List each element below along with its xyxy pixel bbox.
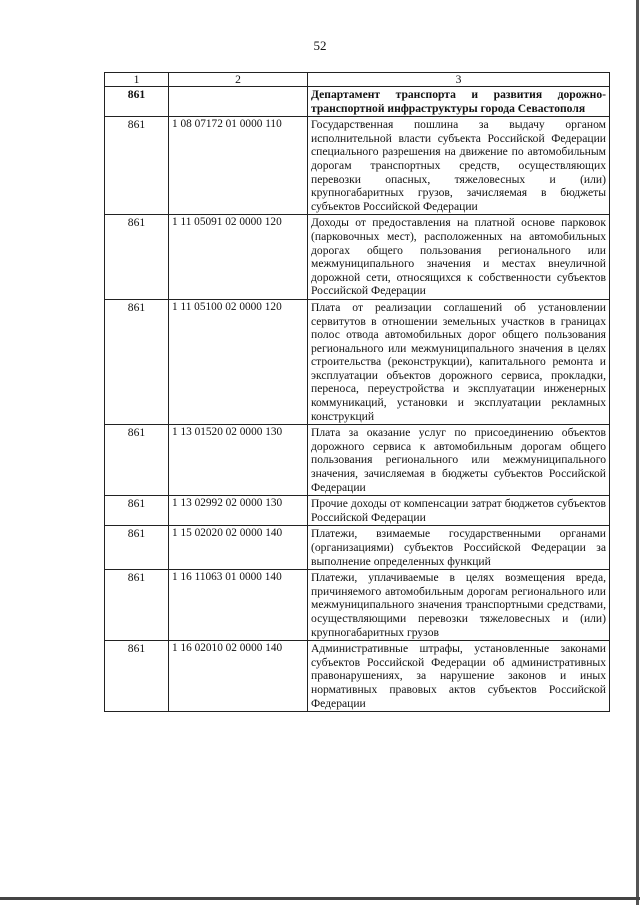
revenue-name: Прочие доходы от компенсации затрат бюджетов субъектов Российской Федерации: [308, 496, 610, 526]
revenue-name: Доходы от предоставления на платной основе парковок (парковочных мест), расположенных на автомобильных дорогах общего пользования регионального или межмуниципального значения и местах внеуличной дорожной сети, относящихся к собственности субъектов Российской Федерации: [308, 215, 610, 300]
admin-code: 861: [105, 526, 169, 570]
column-number-1: 1: [105, 73, 169, 87]
column-number-3: 3: [308, 73, 610, 87]
column-number-2: 2: [169, 73, 308, 87]
admin-code: 861: [105, 641, 169, 712]
table-row: [105, 425, 610, 496]
revenue-name: Государственная пошлина за выдачу органом исполнительной власти субъекта Российской Федерации специального разрешения на движение по автомобильным дорогам транспортных средств, осуществляющих перевозки опасных, тяжеловесных и (или) крупногабаритных грузов, зачисляемая в бюджеты субъектов Российской Федерации: [308, 117, 610, 215]
column-number-row: [105, 73, 610, 87]
admin-code: 861: [105, 299, 169, 424]
table-row: [105, 641, 610, 712]
table-row: [105, 570, 610, 641]
revenue-code: 1 11 05091 02 0000 120: [169, 215, 308, 300]
admin-code: 861: [105, 570, 169, 641]
revenue-name: Платежи, взимаемые государственными органами (организациями) субъектов Российской Федерации за выполнение определенных функций: [308, 526, 610, 570]
table-row: [105, 496, 610, 526]
page-number: 52: [313, 38, 327, 53]
revenue-name: Плата от реализации соглашений об установлении сервитутов в отношении земельных участков в границах полос отвода автомобильных дорог общего пользования регионального или межмуниципального значения в целях строительства (реконструкции), капитального ремонта и эксплуатации объектов дорожного сервиса, прокладки, переноса, переустройства и эксплуатации инженерных коммуникаций, установки и эксплуатации рекламных конструкций: [308, 299, 610, 424]
revenue-code: 1 16 11063 01 0000 140: [169, 570, 308, 641]
admin-code: 861: [105, 87, 169, 117]
admin-code: 861: [105, 425, 169, 496]
revenue-name: Плата за оказание услуг по присоединению объектов дорожного сервиса к автомобильным дорогам общего пользования регионального или межмуниципального значения, зачисляемая в бюджеты субъектов Российской Федерации: [308, 425, 610, 496]
revenue-code: 1 16 02010 02 0000 140: [169, 641, 308, 712]
admin-code: 861: [105, 496, 169, 526]
revenue-code: 1 11 05100 02 0000 120: [169, 299, 308, 424]
admin-code: 861: [105, 215, 169, 300]
revenue-code: 1 08 07172 01 0000 110: [169, 117, 308, 215]
table-row: [105, 299, 610, 424]
table-row: [105, 117, 610, 215]
revenue-table: [104, 72, 610, 712]
revenue-code: 1 13 01520 02 0000 130: [169, 425, 308, 496]
revenue-name: Платежи, уплачиваемые в целях возмещения вреда, причиняемого автомобильным дорогам регионального или межмуниципального значения транспортными средствами, осуществляющими перевозки тяжеловесных и (или) крупногабаритных грузов: [308, 570, 610, 641]
revenue-name: Административные штрафы, установленные законами субъектов Российской Федерации об административных правонарушениях, за нарушение законов и иных нормативных правовых актов субъектов Российской Федерации: [308, 641, 610, 712]
revenue-code: 1 13 02992 02 0000 130: [169, 496, 308, 526]
scan-edge-right: [636, 0, 639, 905]
department-name: Департамент транспорта и развития дорожно-транспортной инфраструктуры города Севастополя: [308, 87, 610, 117]
revenue-code: [169, 87, 308, 117]
table-row: [105, 526, 610, 570]
revenue-code: 1 15 02020 02 0000 140: [169, 526, 308, 570]
scan-edge-bottom: [0, 897, 640, 900]
table-row: [105, 215, 610, 300]
department-header-row: [105, 87, 610, 117]
admin-code: 861: [105, 117, 169, 215]
